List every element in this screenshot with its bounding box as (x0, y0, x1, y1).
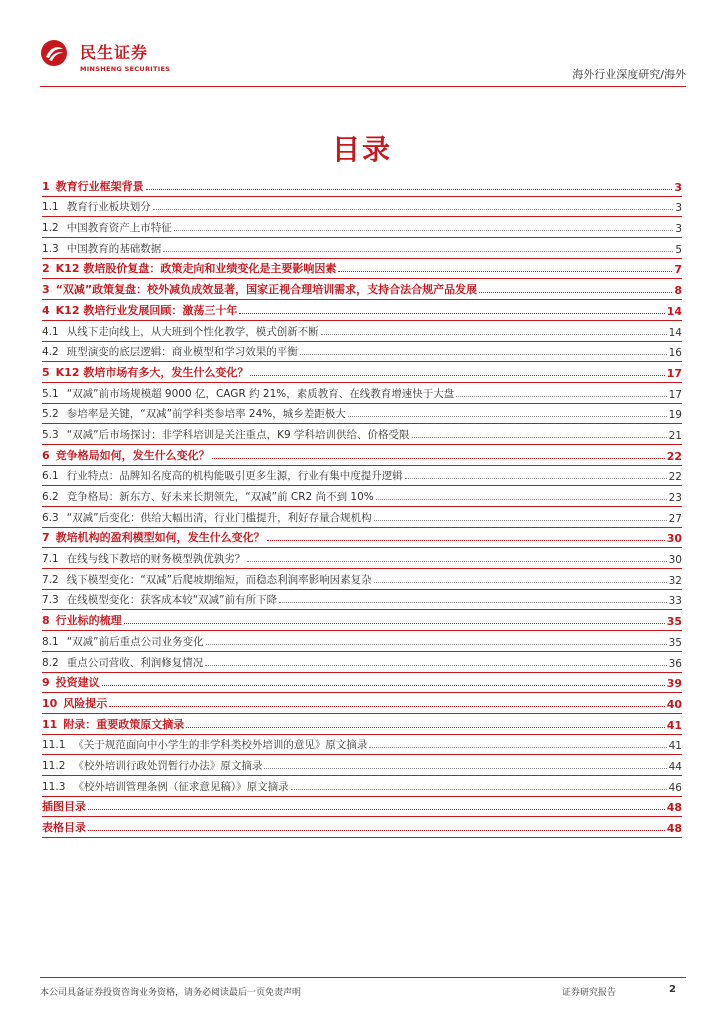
toc-entry[interactable] (42, 735, 682, 756)
toc-entry[interactable] (42, 610, 682, 631)
toc-entry-number: 4.1 (42, 325, 59, 338)
toc-entry[interactable] (42, 673, 682, 694)
toc-entry-title (42, 468, 403, 483)
toc-entry-page: 22 (666, 449, 682, 463)
toc-entry-page: 48 (666, 801, 682, 815)
toc-dot-leader (279, 602, 667, 603)
toc-entry[interactable] (42, 238, 682, 259)
toc-entry-text: 竞争格局如何，发生什么变化？ (55, 448, 210, 462)
toc-entry-page: 33 (668, 595, 682, 608)
toc-dot-leader (456, 396, 666, 397)
toc-entry-text: 表格目录 (42, 821, 86, 834)
toc-dot-leader (250, 375, 664, 376)
toc-dot-leader (205, 665, 666, 666)
toc-entry-number: 6.1 (42, 470, 59, 483)
toc-entry-number: 11.2 (42, 759, 66, 772)
toc-entry-title (42, 241, 161, 256)
toc-dot-leader (88, 830, 665, 831)
toc-entry-text: 行业标的梳理 (55, 614, 122, 628)
toc-dot-leader (479, 292, 672, 293)
toc-entry-title (42, 779, 289, 794)
toc-entry-text: K12 教培市场有多大，发生什么变化？ (55, 365, 249, 379)
toc-dot-leader (369, 747, 666, 748)
toc-entry-text: 线下模型变化：“双减”后爬坡期缩短，而稳态利润率影响因素复杂 (66, 573, 372, 586)
toc-entry[interactable] (42, 342, 682, 363)
toc-entry[interactable] (42, 321, 682, 342)
toc-entry-title (42, 324, 319, 339)
toc-entry-text: “双减”后变化：供给大幅出清，行业门槛提升，利好存量合规机构 (66, 511, 372, 524)
toc-dot-leader (109, 706, 664, 707)
toc-dot-leader (412, 437, 667, 438)
toc-entry-text: 《校外培训管理条例（征求意见稿）》原文摘录 (73, 780, 289, 793)
toc-entry-number: 8.1 (42, 635, 59, 648)
toc-entry-page: 14 (668, 326, 682, 339)
toc-entry-title (42, 220, 172, 235)
toc-entry[interactable] (42, 383, 682, 404)
toc-entry-title (42, 199, 151, 214)
toc-entry[interactable] (42, 466, 682, 487)
toc-entry-number: 11.1 (42, 739, 66, 752)
toc-entry-page: 14 (666, 304, 682, 318)
toc-entry-number: 9 (42, 676, 50, 690)
toc-entry-number: 7.3 (42, 594, 59, 607)
toc-entry-page: 3 (675, 223, 682, 236)
toc-entry-page: 35 (668, 636, 682, 649)
footer-page-number: 2 (669, 984, 676, 995)
toc-entry-text: 投资建议 (55, 676, 100, 690)
toc-entry-number: 7.2 (42, 573, 59, 586)
toc-entry[interactable] (42, 404, 682, 425)
toc-entry-text: 在线与线下教培的财务模型孰优孰劣？ (66, 553, 246, 566)
toc-entry[interactable] (42, 197, 682, 218)
toc-entry-number: 7 (42, 531, 50, 545)
toc-entry-number: 1.2 (42, 222, 59, 235)
toc-dot-leader (206, 644, 667, 645)
footer-doc-type: 证券研究报告 (562, 988, 617, 998)
toc-entry-text: “双减”政策复盘：校外减负成效显著，国家正视合理培训需求，支持合法合规产品发展 (55, 283, 478, 297)
toc-entry-number: 6.2 (42, 491, 59, 503)
report-category: 海外行业深度研究/海外 (572, 68, 686, 81)
page-header (0, 0, 724, 92)
toc-entry-number: 4 (42, 303, 50, 317)
toc-entry-title (42, 406, 346, 421)
toc-entry[interactable] (42, 279, 682, 300)
toc-entry-title (42, 510, 372, 525)
toc-entry-number: 5.2 (42, 408, 59, 421)
toc-entry[interactable] (42, 259, 682, 280)
toc-dot-leader (153, 209, 674, 210)
toc-entry-page: 19 (668, 409, 682, 422)
toc-entry-text: 班型演变的底层逻辑：商业模型和学习效果的平衡 (66, 346, 298, 359)
toc-entry[interactable] (42, 755, 682, 776)
toc-entry-title (42, 798, 86, 814)
toc-entry[interactable] (42, 714, 682, 735)
toc-entry-text: 教育行业框架背景 (55, 179, 144, 193)
toc-dot-leader (321, 334, 667, 335)
toc-entry-number: 3 (42, 283, 50, 297)
toc-entry-title (42, 819, 86, 835)
toc-dot-leader (267, 540, 665, 541)
toc-entry-title (42, 655, 203, 670)
toc-entry-text: 中国教育资产上市特征 (66, 222, 172, 235)
toc-entry-text: 在线模型变化：获客成本较“双减”前有所下降 (66, 594, 278, 607)
toc-entry-title (42, 281, 477, 297)
toc-dot-leader (174, 230, 674, 231)
toc-entry-page: 44 (668, 760, 682, 773)
toc-dot-leader (348, 416, 667, 417)
brand-name-en: MINSHENG SECURITIES (80, 65, 171, 73)
toc-entry-number: 11.3 (42, 780, 66, 793)
toc-dot-leader (124, 623, 665, 624)
minsheng-logo-icon (40, 39, 68, 67)
toc-entry[interactable] (42, 652, 682, 673)
toc-dot-leader (300, 354, 667, 355)
toc-entry-number: 6.3 (42, 511, 59, 524)
toc-entry-text: K12 教培行业发展回顾：激荡三十年 (55, 303, 238, 317)
toc-entry-text: 教育行业板块划分 (66, 201, 151, 214)
toc-entry-page: 39 (666, 677, 682, 691)
toc-entry[interactable] (42, 548, 682, 569)
toc-entry-page: 40 (666, 697, 682, 711)
toc-entry[interactable] (42, 507, 682, 528)
toc-entry-title (42, 344, 298, 359)
toc-entry-text: 重点公司营收、利润修复情况 (66, 656, 204, 669)
toc-entry-text: K12 教培股价复盘：政策走向和业绩变化是主要影响因素 (55, 262, 337, 276)
toc-entry-title (42, 612, 122, 628)
toc-entry-number: 8.2 (42, 656, 59, 669)
toc-entry-title (42, 386, 454, 401)
toc-entry-number: 2 (42, 262, 50, 276)
toc-entry[interactable] (42, 569, 682, 590)
toc-entry-title (42, 695, 107, 711)
toc-entry[interactable] (42, 817, 682, 838)
toc-entry[interactable] (42, 445, 682, 466)
toc-entry-number: 7.1 (42, 553, 59, 566)
toc-dot-leader (247, 561, 666, 562)
toc-entry-text: 风险提示 (63, 696, 108, 710)
toc-entry[interactable] (42, 590, 682, 611)
toc-entry-number: 1 (42, 179, 50, 193)
toc-dot-leader (88, 809, 665, 810)
toc-entry-title (42, 447, 210, 463)
toc-entry-page: 21 (668, 429, 682, 442)
toc-entry-text: “双减”后市场探讨：非学科培训是关注重点，K9 学科培训供给、价格受限 (66, 428, 410, 441)
toc-dot-leader (338, 271, 672, 272)
toc-entry-page: 32 (668, 574, 682, 587)
toc-entry-page: 35 (666, 615, 682, 629)
toc-entry-text: 行业特点：品牌知名度高的机构能吸引更多生源，行业有集中度提升逻辑 (66, 470, 403, 483)
table-of-contents (42, 176, 682, 838)
toc-entry-title (42, 716, 184, 732)
toc-dot-leader (374, 582, 667, 583)
toc-dot-leader (374, 520, 667, 521)
toc-entry-number: 1.1 (42, 201, 59, 214)
toc-entry-title (42, 364, 248, 380)
toc-entry-text: 附录：重要政策原文摘录 (63, 717, 185, 731)
toc-entry-page: 16 (668, 347, 682, 360)
toc-entry-page: 36 (668, 657, 682, 670)
toc-entry-text: 《校外培训行政处罚暂行办法》原文摘录 (73, 759, 263, 772)
toc-entry-title (42, 260, 336, 276)
toc-entry-text: 插图目录 (42, 800, 86, 814)
toc-dot-leader (102, 685, 665, 686)
brand-name-cn: 民生证券 (80, 43, 149, 62)
toc-entry[interactable] (42, 797, 682, 818)
toc-entry-number: 11 (42, 717, 58, 731)
toc-entry-number: 5 (42, 365, 50, 379)
toc-entry-title (42, 758, 262, 773)
toc-entry-title (42, 178, 144, 194)
toc-entry-number: 8 (42, 614, 50, 628)
toc-entry[interactable] (42, 486, 682, 507)
toc-entry-text: “双减”前后重点公司业务变化 (66, 635, 204, 648)
toc-entry-page: 8 (674, 284, 682, 298)
toc-entry-number: 4.2 (42, 346, 59, 359)
toc-entry[interactable] (42, 693, 682, 714)
toc-entry-page: 48 (666, 822, 682, 835)
toc-dot-leader (405, 478, 667, 479)
toc-dot-leader (146, 189, 673, 190)
toc-entry-number: 6 (42, 448, 50, 462)
toc-entry-title (42, 302, 237, 318)
toc-entry[interactable] (42, 300, 682, 321)
toc-entry-title (42, 551, 245, 566)
toc-entry-title (42, 529, 265, 545)
page-title: 目录 (331, 133, 392, 166)
toc-entry-title (42, 572, 372, 587)
toc-entry-title (42, 634, 204, 649)
toc-entry-page: 23 (668, 492, 682, 504)
toc-dot-leader (376, 499, 667, 500)
toc-entry-text: 参培率是关键，“双减”前学科类参培率 24%，城乡差距极大 (66, 408, 346, 421)
toc-entry-page: 5 (675, 243, 682, 256)
toc-entry-page: 17 (668, 388, 682, 401)
toc-dot-leader (186, 727, 664, 728)
toc-entry-title (42, 489, 374, 504)
toc-entry-page: 41 (668, 740, 682, 753)
toc-dot-leader (163, 251, 673, 252)
toc-entry-page: 22 (668, 471, 682, 484)
toc-entry-text: 从线下走向线上，从大班到个性化教学，模式创新不断 (66, 325, 319, 338)
toc-entry-page: 46 (668, 781, 682, 794)
toc-entry[interactable] (42, 176, 682, 197)
header-divider (40, 86, 686, 87)
toc-dot-leader (239, 313, 664, 314)
toc-entry-title (42, 592, 277, 607)
toc-entry[interactable] (42, 424, 682, 445)
toc-entry-number: 1.3 (42, 242, 59, 255)
toc-dot-leader (291, 789, 667, 790)
toc-entry-page: 27 (668, 512, 682, 525)
toc-entry-number: 5.3 (42, 428, 59, 441)
toc-entry-page: 3 (674, 180, 682, 194)
footer-disclaimer: 本公司具备证券投资咨询业务资格，请务必阅读最后一页免责声明 (40, 988, 302, 998)
toc-entry-title (42, 737, 367, 752)
toc-dot-leader (212, 458, 665, 459)
toc-entry-text: 竞争格局：新东方、好未来长期领先，“双减”前 CR2 尚不到 10% (66, 491, 374, 503)
toc-dot-leader (264, 768, 666, 769)
toc-entry-number: 10 (42, 696, 58, 710)
toc-entry[interactable] (42, 631, 682, 652)
toc-entry-page: 30 (668, 554, 682, 567)
toc-entry-title (42, 427, 410, 442)
toc-entry-title (42, 674, 100, 690)
toc-entry[interactable] (42, 217, 682, 238)
toc-entry-page: 41 (666, 718, 682, 732)
toc-entry[interactable] (42, 776, 682, 797)
toc-entry-page: 3 (675, 202, 682, 215)
toc-entry-text: 教培机构的盈利模型如何，发生什么变化？ (55, 531, 265, 545)
toc-entry-number: 5.1 (42, 387, 59, 400)
toc-entry-text: “双减”前市场规模超 9000 亿，CAGR 约 21%，素质教育、在线教育增速快于大盘 (66, 387, 455, 400)
toc-entry[interactable] (42, 362, 682, 383)
toc-entry-text: 《关于规范面向中小学生的非学科类校外培训的意见》原文摘录 (73, 739, 368, 752)
toc-entry-page: 7 (674, 263, 682, 277)
toc-entry-text: 中国教育的基础数据 (66, 242, 162, 255)
toc-entry[interactable] (42, 528, 682, 549)
toc-entry-page: 30 (666, 532, 682, 546)
footer-divider (40, 977, 686, 978)
toc-entry-page: 17 (666, 366, 682, 380)
